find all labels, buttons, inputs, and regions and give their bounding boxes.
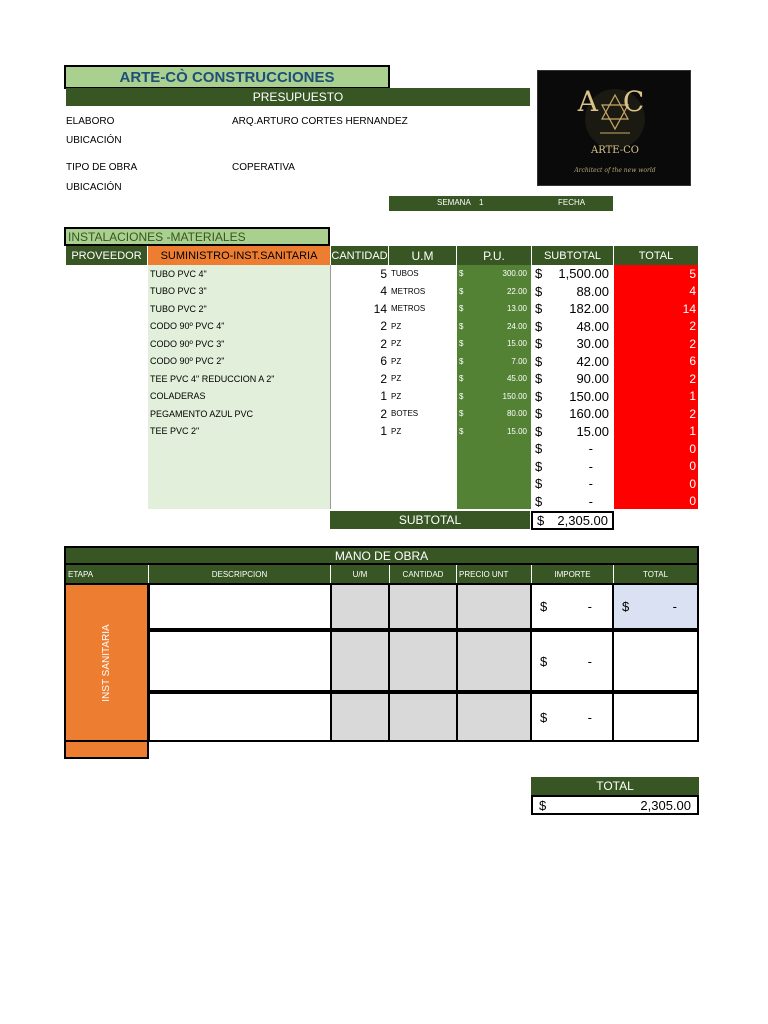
material-unit: PZ (391, 391, 402, 401)
currency-symbol: $ (535, 301, 543, 317)
material-unit-price (459, 353, 527, 371)
material-item-name (150, 475, 330, 493)
grand-total-amount: 2,305.00 (640, 797, 691, 813)
material-item-name: TEE PVC 4" REDUCCION A 2" (150, 373, 275, 384)
currency-symbol: $ (459, 391, 464, 401)
material-unit-price (459, 405, 527, 423)
material-total: 14 (682, 301, 696, 316)
labor-col-total: TOTAL (614, 565, 699, 583)
currency-symbol: $ (459, 321, 464, 331)
header-field-value: ARQ.ARTURO CORTES HERNANDEZ (232, 116, 408, 127)
material-subtotal (535, 493, 609, 511)
currency-symbol: $ (535, 441, 543, 457)
logo-monogram: A C (577, 84, 653, 118)
currency-symbol: $ (459, 356, 464, 366)
material-item-name: PEGAMENTO AZUL PVC (150, 408, 254, 419)
header-field-value: COPERATIVA (232, 162, 295, 173)
material-total: 0 (689, 441, 696, 456)
material-total: 0 (689, 476, 696, 491)
header-field-label: UBICACIÓN (66, 182, 122, 193)
material-unit-price (459, 335, 527, 353)
material-qty: 5 (380, 266, 387, 281)
material-qty: 2 (380, 319, 387, 334)
labor-col-etapa: ETAPA (64, 565, 148, 583)
subtotal-amount: 42.00 (576, 353, 609, 369)
labor-um-cell (330, 630, 390, 692)
unit-price-amount: 150.00 (502, 391, 527, 401)
material-unit: TUBOS (391, 269, 419, 279)
company-logo (537, 70, 691, 186)
unit-price-amount: 7.00 (511, 356, 527, 366)
material-total: 2 (689, 336, 696, 351)
material-total: 0 (689, 459, 696, 474)
col-header-proveedor: PROVEEDOR (66, 246, 147, 265)
material-unit: PZ (391, 356, 402, 366)
currency-symbol: $ (535, 493, 543, 509)
currency-symbol: $ (540, 653, 548, 669)
material-item-name: TEE PVC 2" (150, 426, 200, 437)
material-subtotal (535, 405, 609, 423)
material-subtotal (535, 353, 609, 371)
labor-um-cell (330, 583, 390, 630)
material-unit-price (459, 370, 527, 388)
subtotal-amount: 2,305.00 (557, 513, 608, 528)
material-unit-price (459, 423, 527, 441)
material-qty: 1 (380, 424, 387, 439)
material-unit: PZ (391, 339, 402, 349)
subtotal-amount: 48.00 (576, 318, 609, 334)
material-item-name: TUBO PVC 3" (150, 286, 207, 297)
currency-symbol: $ (540, 599, 548, 614)
labor-section-title: MANO DE OBRA (64, 546, 699, 565)
material-subtotal (535, 335, 609, 353)
currency-symbol: $ (540, 709, 548, 725)
labor-total-cell (612, 630, 699, 692)
material-qty (331, 440, 387, 458)
material-unit (391, 440, 455, 458)
labor-total-cell (612, 692, 699, 742)
material-total: 5 (689, 266, 696, 281)
currency-symbol: $ (459, 339, 464, 349)
material-qty (331, 458, 387, 476)
subtotal-amount: 182.00 (569, 301, 609, 317)
material-item-name: TUBO PVC 2" (150, 303, 207, 314)
material-item-name (150, 493, 330, 511)
material-unit-price (459, 318, 527, 336)
subtotal-amount: - (588, 441, 593, 457)
material-qty (331, 493, 387, 511)
etapa-value: INST SANITARIA (100, 624, 112, 702)
labor-total-cell (612, 583, 699, 630)
material-subtotal (535, 458, 609, 476)
unit-price-amount: 300.00 (502, 269, 527, 279)
semana-fecha-bar (389, 196, 613, 211)
unit-price-amount: 15.00 (506, 426, 527, 436)
subtotal-amount: 1,500.00 (558, 266, 609, 282)
labor-col-descripcion: DESCRIPCION (149, 565, 330, 583)
material-subtotal (535, 370, 609, 388)
material-subtotal (535, 440, 609, 458)
currency-symbol: $ (535, 458, 543, 474)
material-qty: 2 (380, 406, 387, 421)
material-item-name (150, 440, 330, 458)
importe-amount: - (587, 709, 592, 725)
material-item-name: TUBO PVC 4" (150, 268, 207, 279)
labor-precio-cell (456, 630, 532, 692)
col-header-total: TOTAL (614, 246, 698, 265)
materials-section-title: INSTALACIONES -MATERIALES (64, 227, 330, 246)
material-total: 6 (689, 354, 696, 369)
currency-symbol: $ (459, 304, 464, 314)
unit-price-amount: 22.00 (506, 286, 527, 296)
semana-value: 1 (479, 198, 484, 207)
subtotal-amount: 88.00 (576, 283, 609, 299)
material-subtotal (535, 318, 609, 336)
labor-description-cell (148, 692, 332, 742)
etapa-cell (64, 583, 149, 742)
material-subtotal (535, 475, 609, 493)
subtotal-amount: 90.00 (576, 371, 609, 387)
labor-cantidad-cell (388, 630, 458, 692)
col-header-um: U.M (389, 246, 456, 265)
labor-description-cell (148, 630, 332, 692)
material-total: 2 (689, 319, 696, 334)
material-unit (391, 458, 455, 476)
unit-price-amount: 24.00 (506, 321, 527, 331)
etapa-footer-cell (64, 742, 149, 759)
subtotal-amount: - (588, 493, 593, 509)
currency-symbol: $ (535, 476, 543, 492)
labor-col-cantidad: CANTIDAD (390, 565, 456, 583)
currency-symbol: $ (535, 318, 543, 334)
labor-cantidad-cell (388, 583, 458, 630)
document-type-title: PRESUPUESTO (66, 88, 530, 106)
currency-symbol: $ (535, 388, 543, 404)
labor-importe-cell (530, 630, 614, 692)
col-header-cantidad: CANTIDAD (331, 246, 388, 265)
material-unit: PZ (391, 374, 402, 384)
material-unit: PZ (391, 426, 402, 436)
semana-label: SEMANA (437, 198, 471, 207)
grand-total-label: TOTAL (531, 777, 699, 795)
labor-importe-cell (530, 692, 614, 742)
grand-total-value (531, 795, 699, 815)
logo-tagline: Architect of the new world (574, 167, 656, 174)
material-item-name: CODO 90º PVC 3" (150, 338, 225, 349)
labor-description-cell (148, 583, 332, 630)
material-unit-price (459, 388, 527, 406)
material-unit (391, 493, 455, 511)
col-header-suministro: SUMINISTRO-INST.SANITARIA (148, 246, 330, 265)
currency-symbol: $ (539, 797, 547, 813)
material-subtotal (535, 265, 609, 283)
material-total: 1 (689, 389, 696, 404)
importe-amount: - (587, 653, 592, 669)
importe-amount: - (587, 599, 592, 614)
material-qty: 4 (380, 284, 387, 299)
material-unit: BOTES (391, 409, 419, 419)
material-unit-price (459, 265, 527, 283)
labor-importe-cell (530, 583, 614, 630)
material-qty (331, 475, 387, 493)
material-total: 2 (689, 406, 696, 421)
material-total: 1 (689, 424, 696, 439)
material-qty: 2 (380, 371, 387, 386)
header-field-label: TIPO DE OBRA (66, 162, 138, 173)
material-item-name: CODO 90º PVC 2" (150, 356, 225, 367)
company-title: ARTE-CÒ CONSTRUCCIONES (64, 65, 390, 89)
currency-symbol: $ (459, 409, 464, 419)
currency-symbol: $ (459, 269, 464, 279)
subtotal-amount: - (588, 476, 593, 492)
header-field-label: ELABORO (66, 116, 115, 127)
material-subtotal (535, 283, 609, 301)
labor-um-cell (330, 692, 390, 742)
currency-symbol: $ (535, 423, 543, 439)
currency-symbol: $ (535, 283, 543, 299)
material-item-name: CODO 90º PVC 4" (150, 321, 225, 332)
material-subtotal (535, 388, 609, 406)
labor-cantidad-cell (388, 692, 458, 742)
labor-total-amount: - (672, 599, 677, 614)
currency-symbol: $ (459, 374, 464, 384)
material-qty: 2 (380, 336, 387, 351)
material-unit-price (459, 300, 527, 318)
material-total: 4 (689, 284, 696, 299)
material-total: 2 (689, 371, 696, 386)
logo-name: ARTE-CO (591, 145, 639, 156)
currency-symbol: $ (535, 353, 543, 369)
labor-col-um: U/M (331, 565, 389, 583)
subtotal-amount: 30.00 (576, 336, 609, 352)
material-qty: 6 (380, 354, 387, 369)
material-unit: METROS (391, 286, 426, 296)
material-unit: PZ (391, 321, 402, 331)
materials-subtotal-value (531, 511, 614, 530)
material-total: 0 (689, 494, 696, 509)
currency-symbol: $ (535, 336, 543, 352)
subtotal-amount: - (588, 458, 593, 474)
labor-precio-cell (456, 583, 532, 630)
materials-subtotal-label: SUBTOTAL (330, 511, 530, 529)
labor-col-importe: IMPORTE (532, 565, 613, 583)
unit-price-amount: 45.00 (506, 374, 527, 384)
currency-symbol: $ (622, 599, 630, 614)
material-qty: 1 (380, 389, 387, 404)
currency-symbol: $ (459, 426, 464, 436)
unit-price-amount: 80.00 (506, 409, 527, 419)
currency-symbol: $ (537, 513, 545, 528)
col-header-pu: P.U. (457, 246, 531, 265)
material-item-name: COLADERAS (150, 391, 206, 402)
header-field-label: UBICACIÓN (66, 135, 122, 146)
fecha-label: FECHA (558, 198, 586, 207)
material-unit: METROS (391, 304, 426, 314)
subtotal-amount: 15.00 (576, 423, 609, 439)
subtotal-amount: 150.00 (569, 388, 609, 404)
material-subtotal (535, 300, 609, 318)
subtotal-amount: 160.00 (569, 406, 609, 422)
labor-precio-cell (456, 692, 532, 742)
currency-symbol: $ (459, 286, 464, 296)
labor-col-precio: PRECIO UNT (457, 565, 531, 583)
currency-symbol: $ (535, 266, 543, 282)
unit-price-amount: 15.00 (506, 339, 527, 349)
material-item-name (150, 458, 330, 476)
material-qty: 14 (373, 301, 387, 316)
material-unit (391, 475, 455, 493)
material-subtotal (535, 423, 609, 441)
currency-symbol: $ (535, 371, 543, 387)
currency-symbol: $ (535, 406, 543, 422)
material-unit-price (459, 283, 527, 301)
unit-price-amount: 13.00 (506, 304, 527, 314)
col-header-subtotal: SUBTOTAL (532, 246, 613, 265)
